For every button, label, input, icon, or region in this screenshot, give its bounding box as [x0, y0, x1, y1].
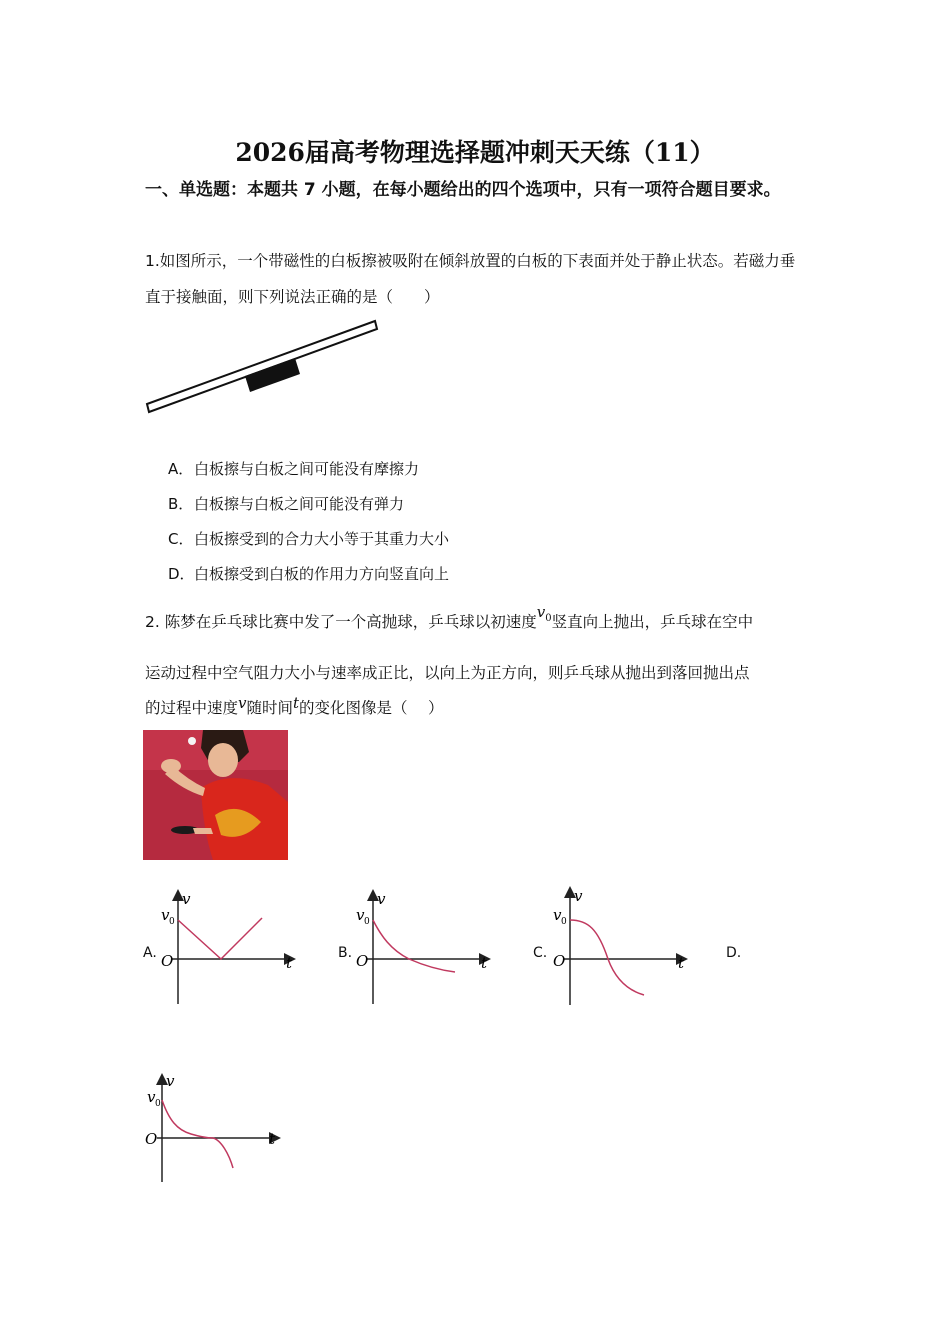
velocity-curve — [178, 918, 262, 959]
origin-label: O — [161, 952, 174, 970]
t-axis-label: t — [678, 954, 685, 972]
v0-sub-label: 0 — [169, 917, 175, 927]
option-label: A． — [168, 460, 194, 478]
option-label: C． — [168, 530, 194, 548]
v0-label: v — [356, 906, 365, 924]
q1-option-b[interactable] — [168, 493, 404, 514]
v0-sub-label: 0 — [155, 1099, 161, 1109]
time-symbol: t — [293, 694, 300, 712]
table-tennis-player-photo — [143, 730, 288, 860]
graph-d[interactable] — [143, 1072, 288, 1187]
option-text: 白板擦受到白板的作用力方向竖直向上 — [194, 565, 450, 583]
q1-option-a[interactable] — [168, 458, 419, 479]
v0-label: v — [147, 1088, 156, 1106]
graph-c[interactable] — [550, 885, 695, 1010]
velocity-curve — [570, 920, 644, 995]
page-title: 2026届高考物理选择题冲刺天天练（11） — [235, 138, 715, 167]
v-axis-label: v — [377, 890, 386, 908]
graph-label-d[interactable]: D. — [726, 945, 742, 961]
option-text: 白板擦与白板之间可能没有弹力 — [194, 495, 405, 513]
v0-subscript: 0 — [545, 613, 552, 624]
origin-label: O — [145, 1130, 158, 1148]
option-label: B． — [168, 495, 194, 513]
velocity-symbol: v — [238, 694, 247, 712]
v0-label: v — [161, 906, 170, 924]
v-axis-label: v — [182, 890, 191, 908]
whiteboard-diagram — [140, 318, 385, 418]
q2-text: 竖直向上抛出，乒乓球在空中 — [551, 613, 754, 631]
whiteboard — [147, 321, 377, 412]
t-axis-label: t — [286, 954, 293, 972]
q2-text: 随时间 — [246, 699, 294, 717]
option-text: 白板擦与白板之间可能没有摩擦力 — [194, 460, 420, 478]
graph-label-c[interactable]: C. — [533, 945, 548, 961]
question-2-line-2: 运动过程中空气阻力大小与速率成正比，以向上为正方向，则乒乓球从抛出到落回抛出点 — [145, 664, 750, 682]
graph-label-b[interactable]: B. — [338, 945, 353, 961]
question-1-stem: 1.如图所示，一个带磁性的白板擦被吸附在倾斜放置的白板的下表面并处于静止状态。若磁力垂直于接触面，则下列说法正确的是（ ） — [145, 252, 796, 306]
q2-text: 2. 陈梦在乒乓球比赛中发了一个高抛球，乒乓球以初速度 — [145, 613, 537, 631]
t-axis-label: t — [269, 1130, 276, 1148]
v-axis-label: v — [166, 1072, 175, 1090]
velocity-curve — [373, 920, 455, 972]
v0-sub-label: 0 — [364, 917, 370, 927]
graph-label-a[interactable]: A. — [143, 945, 157, 961]
graph-b[interactable] — [353, 888, 498, 1008]
origin-label: O — [553, 952, 566, 970]
v-axis-label: v — [574, 887, 583, 905]
option-label: D． — [168, 565, 195, 583]
question-2-line-1 — [145, 604, 753, 647]
origin-label: O — [356, 952, 369, 970]
graph-a[interactable] — [158, 888, 303, 1008]
velocity-curve — [162, 1100, 233, 1168]
v0-sub-label: 0 — [561, 917, 567, 927]
q1-option-d[interactable] — [168, 563, 449, 584]
q1-option-c[interactable] — [168, 528, 449, 549]
t-axis-label: t — [481, 954, 488, 972]
section-heading: 一、单选题：本题共 7 小题，在每小题给出的四个选项中，只有一项符合题目要求。 — [145, 180, 781, 200]
option-text: 白板擦受到的合力大小等于其重力大小 — [194, 530, 450, 548]
q2-text: 的过程中速度 — [145, 699, 239, 717]
v0-label: v — [553, 906, 562, 924]
v0-symbol: v — [536, 603, 546, 621]
question-2-line-3 — [145, 690, 443, 726]
q2-text: 的变化图像是（ ） — [299, 699, 444, 717]
